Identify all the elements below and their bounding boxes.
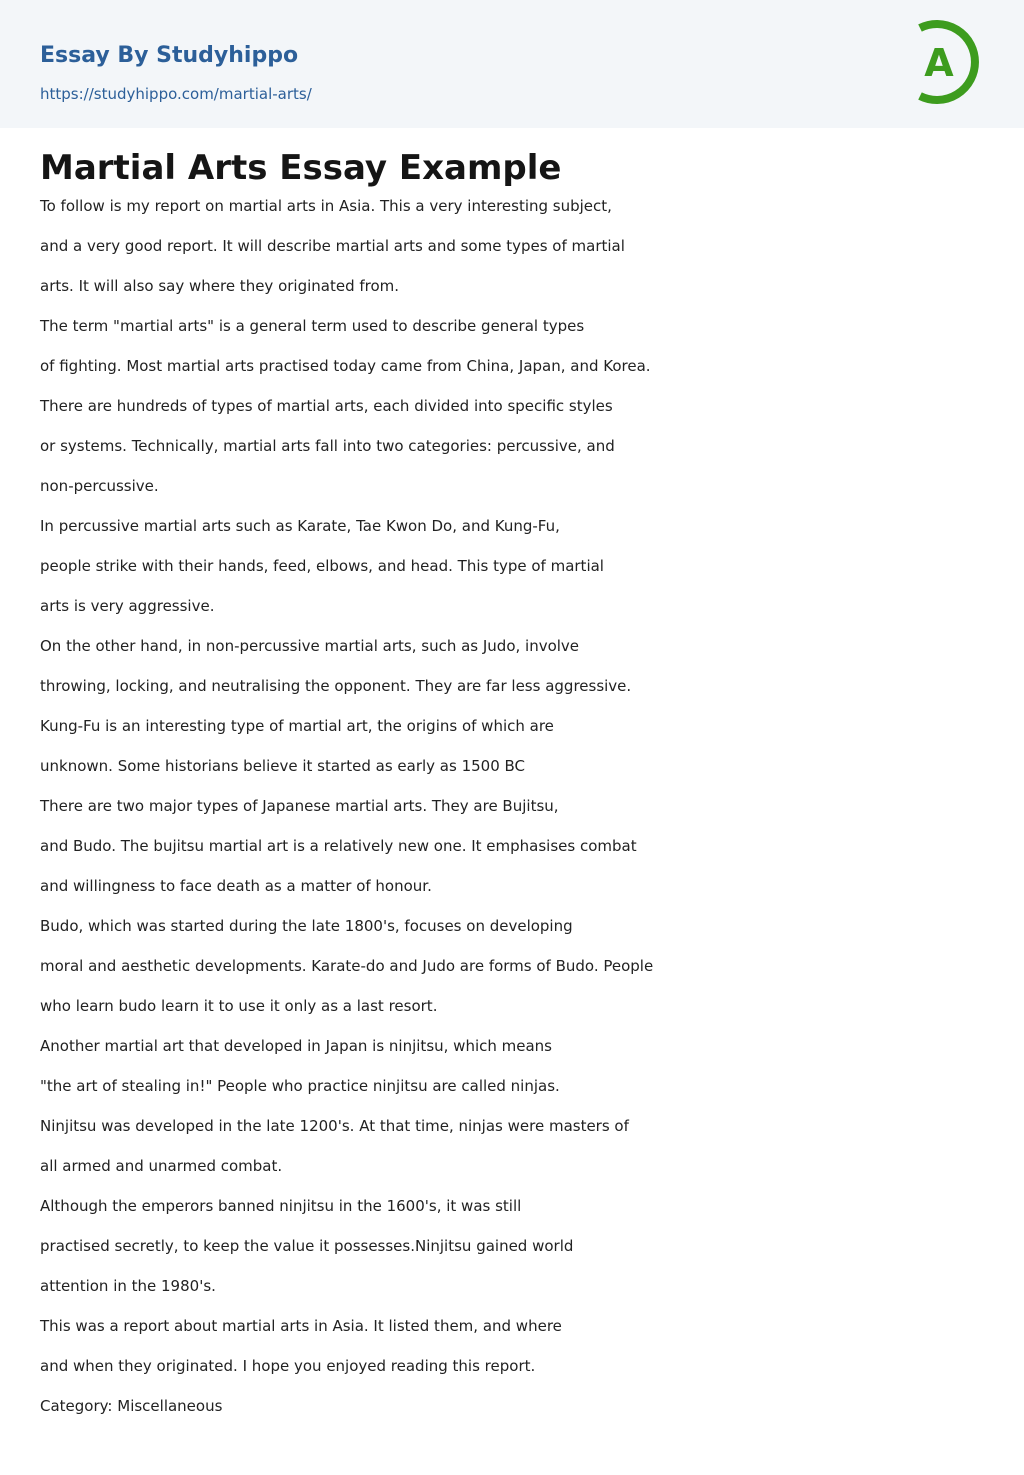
essay-line: This was a report about martial arts in Asia. It listed them, and where <box>40 1317 562 1335</box>
source-url-link[interactable]: https://studyhippo.com/martial-arts/ <box>40 85 312 103</box>
essay-line: of fighting. Most martial arts practised today came from China, Japan, and Korea. <box>40 357 651 375</box>
essay-line: In percussive martial arts such as Karate, Tae Kwon Do, and Kung-Fu, <box>40 517 560 535</box>
essay-line: or systems. Technically, martial arts fall into two categories: percussive, and <box>40 437 615 455</box>
category-label: Category: Miscellaneous <box>40 1397 223 1415</box>
essay-line: Another martial art that developed in Japan is ninjitsu, which means <box>40 1037 552 1055</box>
essay-line: Ninjitsu was developed in the late 1200's. At that time, ninjas were masters of <box>40 1117 629 1135</box>
brand-title[interactable]: Essay By Studyhippo <box>40 43 299 68</box>
essay-line: There are hundreds of types of martial arts, each divided into specific styles <box>40 397 613 415</box>
essay-line: Budo, which was started during the late 1800's, focuses on developing <box>40 917 573 935</box>
essay-line: practised secretly, to keep the value it possesses.Ninjitsu gained world <box>40 1237 574 1255</box>
essay-line: Kung-Fu is an interesting type of martial art, the origins of which are <box>40 717 554 735</box>
essay-line: and willingness to face death as a matter of honour. <box>40 877 432 895</box>
essay-line: arts. It will also say where they originated from. <box>40 277 400 295</box>
essay-line: and Budo. The bujitsu martial art is a relatively new one. It emphasises combat <box>40 837 637 855</box>
essay-line: arts is very aggressive. <box>40 597 215 615</box>
essay-line: Although the emperors banned ninjitsu in the 1600's, it was still <box>40 1197 522 1215</box>
page-header <box>0 0 1024 128</box>
essay-line: "the art of stealing in!" People who practice ninjitsu are called ninjas. <box>40 1077 560 1095</box>
essay-line: unknown. Some historians believe it started as early as 1500 BC <box>40 757 526 775</box>
essay-line: On the other hand, in non-percussive martial arts, such as Judo, involve <box>40 637 580 655</box>
essay-line: The term "martial arts" is a general term used to describe general types <box>40 317 585 335</box>
essay-line: moral and aesthetic developments. Karate-do and Judo are forms of Budo. People <box>40 957 654 975</box>
essay-line: and a very good report. It will describe martial arts and some types of martial <box>40 237 625 255</box>
studyhippo-logo-icon[interactable] <box>908 16 992 108</box>
essay-line: all armed and unarmed combat. <box>40 1157 283 1175</box>
essay-line: There are two major types of Japanese martial arts. They are Bujitsu, <box>40 797 559 815</box>
essay-line: To follow is my report on martial arts in Asia. This a very interesting subject, <box>40 197 612 215</box>
essay-line: attention in the 1980's. <box>40 1277 216 1295</box>
essay-title: Martial Arts Essay Example <box>40 148 562 188</box>
logo-letter: A <box>924 41 954 85</box>
essay-line: people strike with their hands, feed, elbows, and head. This type of martial <box>40 557 604 575</box>
essay-line: who learn budo learn it to use it only as a last resort. <box>40 997 438 1015</box>
essay-line: and when they originated. I hope you enjoyed reading this report. <box>40 1357 536 1375</box>
essay-line: throwing, locking, and neutralising the opponent. They are far less aggressive. <box>40 677 632 695</box>
essay-body <box>40 191 1000 1431</box>
essay-line: non-percussive. <box>40 477 159 495</box>
